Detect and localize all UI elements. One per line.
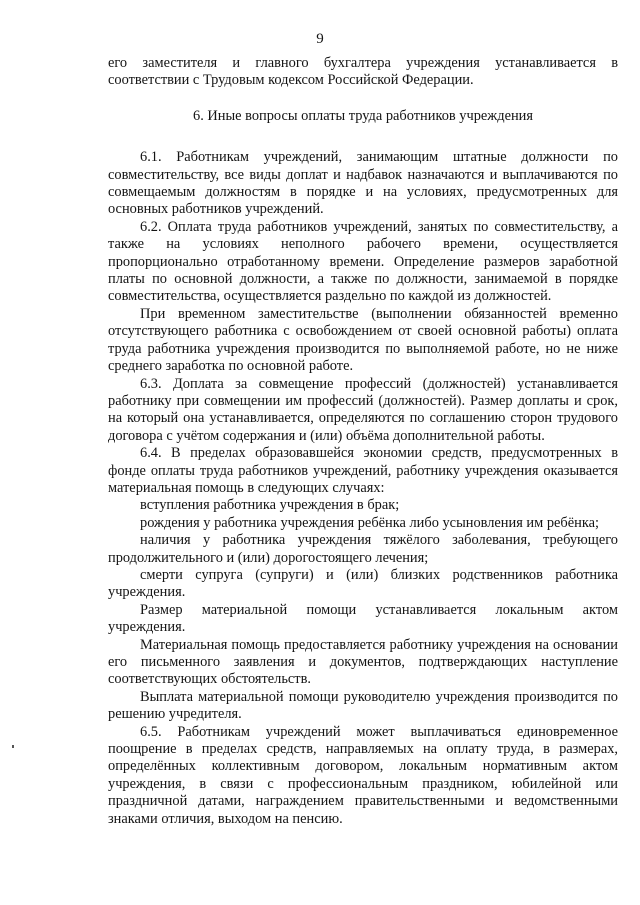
paragraph-6-2: 6.2. Оплата труда работников учреждений, занятых по совместительству, а также на условиях неполного рабочего времени, осуществляется пропорционально отработанному времени. Определение размеров заработной платы по основной должности, а также по должности, занимаемой в порядке совместительства, осуществляется раздельно по каждой из должностей. — [108, 218, 618, 305]
list-item-illness: наличия у работника учреждения тяжёлого заболевания, требующего продолжительного и (или) дорогостоящего лечения; — [108, 532, 618, 566]
section-heading: 6. Иные вопросы оплаты труда работников учреждения — [193, 107, 533, 124]
paragraph-aid-director: Выплата материальной помощи руководителю учреждения производится по решению учредителя. — [108, 688, 618, 723]
intro-paragraph: его заместителя и главного бухгалтера учреждения устанавливается в соответствии с Трудовым кодексом Российской Федерации. — [108, 55, 618, 89]
document-body — [108, 55, 618, 828]
paragraph-6-1: 6.1. Работникам учреждений, занимающим штатные должности по совместительству, все виды доплат и надбавок назначаются и выплачиваются по совмещаемым должностям в порядке и на условиях, предусмотренных для основных работников учреждений. — [108, 149, 618, 218]
list-item-childbirth: рождения у работника учреждения ребёнка либо усыновления им ребёнка; — [140, 514, 599, 531]
paragraph-6-3: 6.3. Доплата за совмещение профессий (должностей) устанавливается работнику при совмещении им профессий (должностей). Размер доплаты и срок, на который она устанавливается, определяются по соглашению сторон трудового договора с учётом содержания и (или) объёма дополнительной работы. — [108, 375, 618, 444]
scan-speck — [12, 745, 14, 748]
paragraph-aid-basis: Материальная помощь предоставляется работнику учреждения на основании его письменного заявления и документов, подтверждающих наступление соответствующих обстоятельств. — [108, 636, 618, 688]
paragraph-6-5: 6.5. Работникам учреждений может выплачиваться единовременное поощрение в пределах средств, направляемых на оплату труда, в размерах, определённых коллективным договором, локальным нормативным актом учреждения, в связи с профессиональным праздником, юбилейной или праздничной датами, награждением правительственными и ведомственными знаками отличия, выходом на пенсию. — [108, 723, 618, 827]
list-item-death: смерти супруга (супруги) и (или) близких родственников работника учреждения. — [108, 566, 618, 601]
paragraph-6-4: 6.4. В пределах образовавшейся экономии средств, предусмотренных в фонде оплаты труда работников учреждений, работнику учреждения оказывается материальная помощь в следующих случаях: — [108, 445, 618, 496]
paragraph-temporary-substitution: При временном заместительстве (выполнении обязанностей временно отсутствующего работника с освобождением от своей основной работы) оплата труда работника учреждения производится по выполняемой работе, но не ниже среднего заработка по основной работе. — [108, 305, 618, 375]
page-number: 9 — [316, 31, 324, 47]
list-item-marriage: вступления работника учреждения в брак; — [140, 497, 400, 514]
paragraph-aid-amount: Размер материальной помощи устанавливается локальным актом учреждения. — [108, 601, 618, 636]
